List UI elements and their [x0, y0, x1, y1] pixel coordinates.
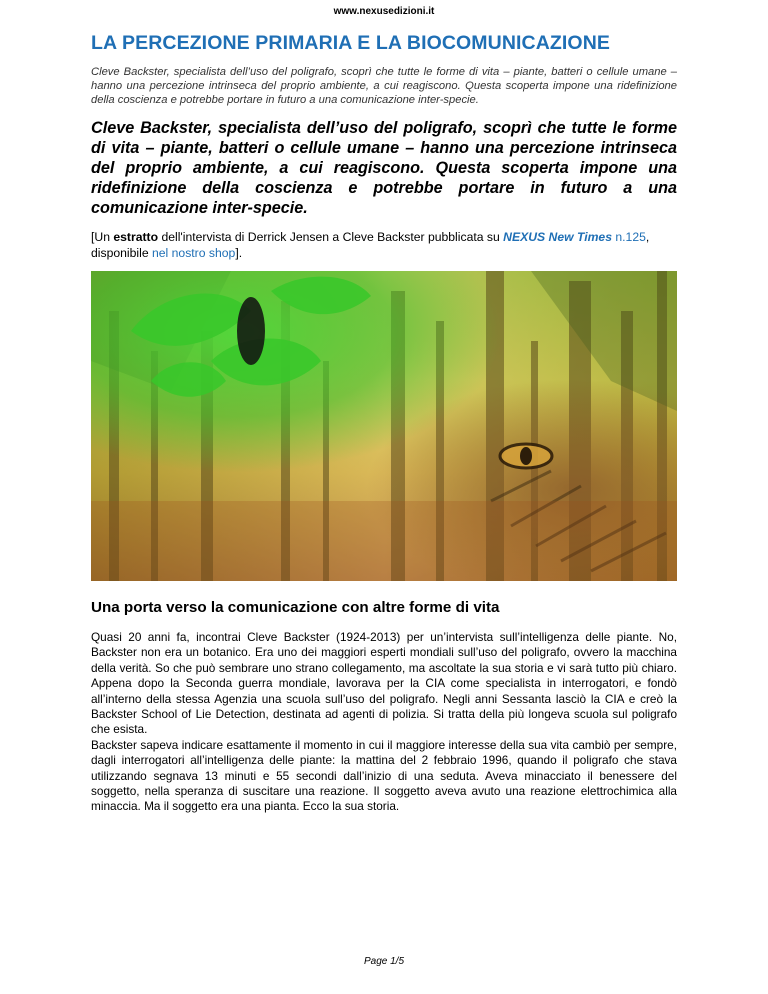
section-heading: Una porta verso la comunicazione con altre forme di vita [91, 599, 500, 616]
shop-link[interactable]: nel nostro shop [151, 246, 236, 260]
article-title: LA PERCEZIONE PRIMARIA E LA BIOCOMUNICAZIONE [91, 32, 610, 54]
credit-close: ]. [235, 246, 243, 260]
article [91, 32, 677, 815]
article-intro: Cleve Backster, specialista dell’uso del poligrafo, scoprì che tutte le forme di vita – piante, batteri o cellule umane – hanno una percezione intrinseca del proprio ambiente, a cui reagiscono. Questa scoperta impone una ridefinizione della coscienza e potrebbe portare in futuro a una comunicazione inter-specie. [91, 66, 677, 106]
issue-link[interactable]: n.125 [611, 230, 646, 244]
credit-open: [Un [91, 230, 114, 244]
magazine-name[interactable]: NEXUS New Times [503, 230, 612, 244]
body-paragraph-2: Backster sapeva indicare esattamente il momento in cui il maggiore interesse della sua vita cambiò per sempre, dagli interrogatori all’intelligenza delle piante: la mattina del 2 febbraio 1996, quando il poligrafo che stava utilizzando segnava 13 minuti e 55 secondi dall’inizio di una seduta. Aveva minacciato il benessere del soggetto, nella speranza di suscitare una reazione. Il soggetto aveva avuto una reazione elettrochimica alla minaccia. Ma il soggetto era una pianta. Ecco la sua storia. [91, 737, 677, 814]
credit-text-1: dell'intervista di Derrick Jensen a Cleve Backster pubblicata su [158, 230, 504, 244]
credit-text-2: , disponibile [91, 230, 650, 260]
site-url[interactable]: www.nexusedizioni.it [333, 6, 435, 17]
body-paragraph-1: Quasi 20 anni fa, incontrai Cleve Backster (1924-2013) per un’intervista sull’intelligenza delle piante. No, Backster non era un botanico. Era uno dei maggiori esperti mondiali sull’uso del poligrafo, ovvero la macchina della verità. So che può sembrare uno strano collegamento, ma ascoltate la sua storia e vi sarà tutto più chiaro. Appena dopo la Seconda guerra mondiale, lavorava per la CIA come specialista in interrogatori, e fondò all’interno della stessa Agenzia una scuola sull’uso del poligrafo. Negli anni Sessanta lasciò la CIA e creò la Backster School of Lie Detection, destinata ad agenti di polizia. Si tratta della più longeva scuola sul poligrafo che esista. [91, 630, 677, 737]
hero-image [91, 271, 677, 581]
credit-estratto: estratto [113, 230, 159, 244]
forest-tiger-eye-image [91, 271, 677, 581]
article-lead: Cleve Backster, specialista dell’uso del poligrafo, scoprì che tutte le forme di vita – piante, batteri o cellule umane – hanno una percezione intrinseca del proprio ambiente, a cui reagiscono. Questa scoperta impone una ridefinizione della coscienza e potrebbe portare in futuro a una comunicazione inter-specie. [91, 119, 677, 217]
article-credit [91, 229, 677, 261]
page-number: Page 1/5 [363, 956, 405, 967]
